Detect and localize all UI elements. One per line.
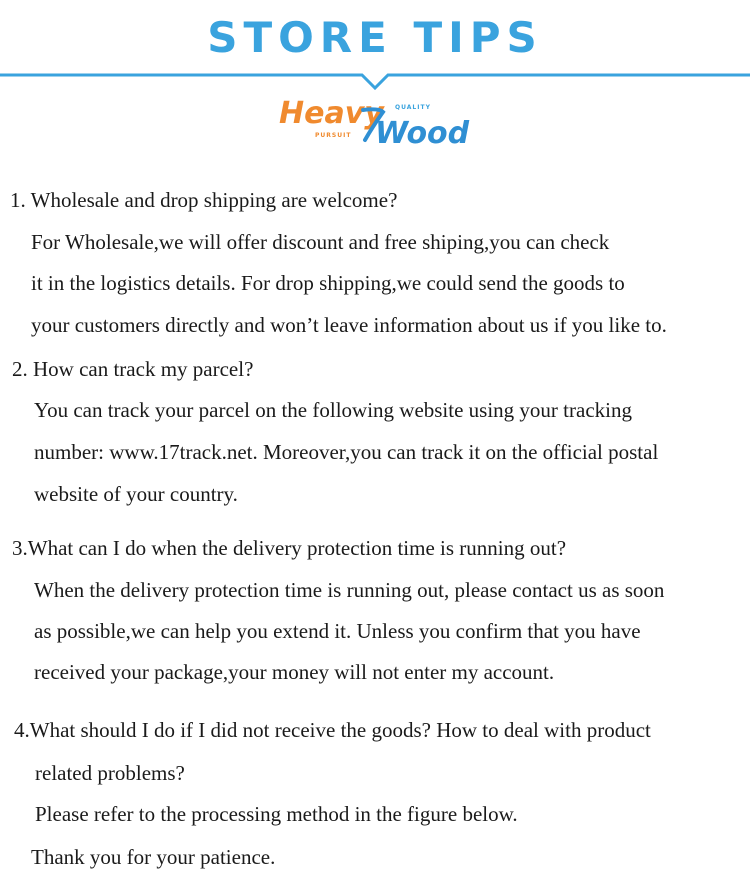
faq-answer-line: When the delivery protection time is running out, please contact us as soon <box>34 578 665 602</box>
faq-answer-line: website of your country. <box>34 482 238 506</box>
page-title: STORE TIPS <box>207 13 543 62</box>
faq-question-1: 1. Wholesale and drop shipping are welcome? <box>10 188 398 212</box>
faq-answer-line: number: www.17track.net. Moreover,you can track it on the official postal <box>34 440 659 464</box>
logo-tag-pursuit: PURSUIT <box>315 132 352 139</box>
faq-answer-line: For Wholesale,we will offer discount and free shiping,you can check <box>31 230 610 254</box>
header-divider <box>0 62 750 90</box>
faq-question-3: 3.What can I do when the delivery protection time is running out? <box>12 536 567 560</box>
faq-answer-line: related problems? <box>35 761 185 785</box>
faq-question-4: 4.What should I do if I did not receive the goods? How to deal with product <box>14 718 651 742</box>
closing-text: Thank you for your patience. <box>31 845 276 869</box>
faq-answer-line: received your package,your money will not enter my account. <box>34 660 555 684</box>
logo-tag-quality: QUALITY <box>395 104 431 111</box>
logo-heavy: Heavy <box>279 96 384 131</box>
faq-question-2: 2. How can track my parcel? <box>12 357 254 381</box>
faq-answer-line: You can track your parcel on the following website using your tracking <box>34 398 632 422</box>
faq-answer-line: it in the logistics details. For drop shipping,we could send the goods to <box>31 271 625 295</box>
faq-answer-line: Please refer to the processing method in the figure below. <box>35 802 518 826</box>
brand-logo <box>275 92 475 152</box>
faq-answer-line: your customers directly and won’t leave information about us if you like to. <box>31 313 667 337</box>
faq-answer-line: as possible,we can help you extend it. Unless you confirm that you have <box>34 619 641 643</box>
logo-wood: Wood <box>375 116 470 151</box>
